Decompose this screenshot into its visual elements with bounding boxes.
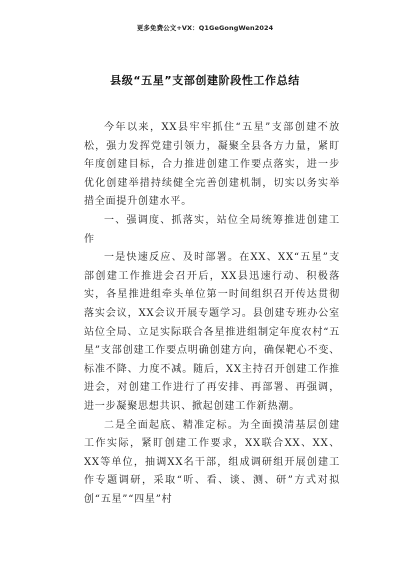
section-heading: 一、强调度、抓落实，站位全局统筹推进创建工作 — [84, 214, 340, 245]
document-title: 县级“五星”支部创建阶段性工作总结 — [110, 74, 300, 87]
body-paragraph: 一是快速反应、及时部署。在XX、XX“五星”支部创建工作推进会召开后，XX县迅速行动、积极落实，各星推进组牵头单位第一时间组织召开传达贯彻落实会议，XX会议开展专题学习。县创建专班办公室站位全局、立足实际联合各星推进组制定年度农村“五星”支部创建工作要点明确创建方向，确保靶心不变、标准不降、力度不减。随后，XX主持召开创建工作推进会，对创建工作进行了再安排、再部署、再强调，进一步凝聚思想共识、掀起创建工作新热潮。 — [84, 252, 340, 412]
document-body — [84, 119, 340, 509]
intro-paragraph: 今年以来，XX县牢牢抓住“五星”支部创建不放松，强力发挥党建引领力，凝聚全县各方力量，紧盯年度创建目标，合力推进创建工作要点落实，进一步优化创建举措持续健全完善创建机制，切实以务实举措全面提升创建水平。 — [84, 122, 340, 208]
body-paragraph: 二是全面起底、精准定标。为全面摸清基层创建工作实际，紧盯创建工作要求，XX联合XX、XX、XX等单位，抽调XX名干部，组成调研组开展创建工作专题调研，采取“听、看、谈、测、研”方式对拟创“五星”“四星”村 — [84, 419, 340, 505]
header-note: 更多免费公文+VX：Q1GeGongWen2024 — [136, 24, 274, 32]
